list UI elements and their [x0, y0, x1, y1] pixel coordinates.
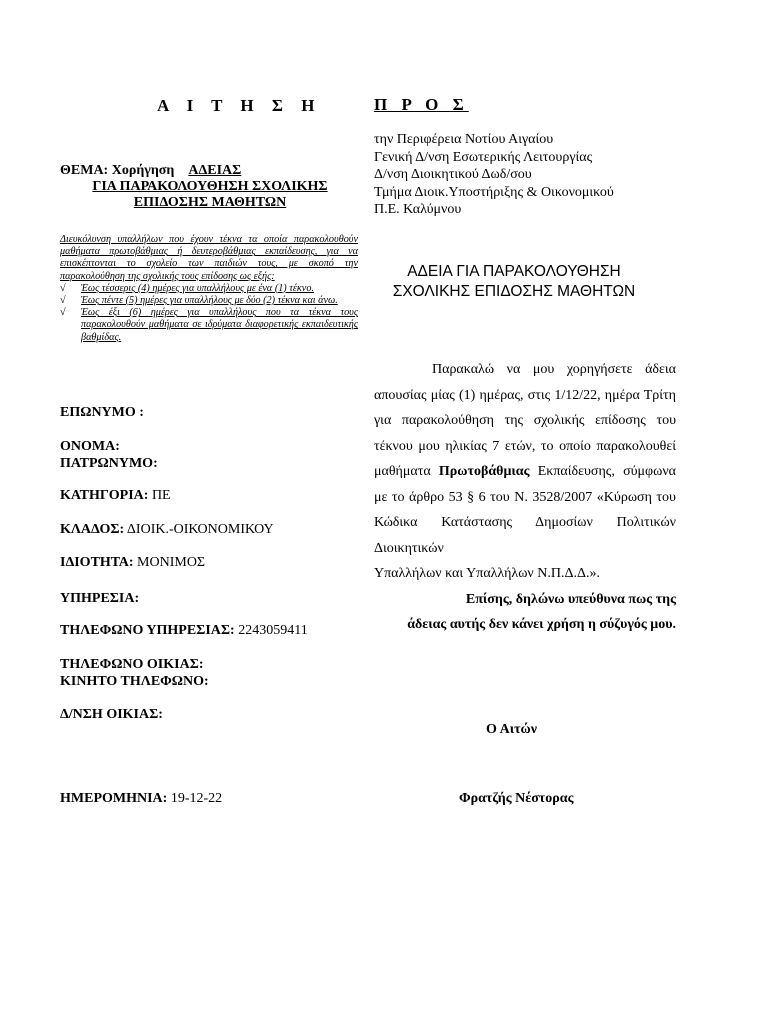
note-bullet	[60, 307, 358, 344]
check-icon: √	[60, 295, 66, 307]
recipient-line: Π.Ε. Καλύμνου	[374, 202, 462, 217]
subject-line-3: ΕΠΙΔΟΣΗΣ ΜΑΘΗΤΩΝ	[133, 195, 287, 210]
recipient-line: Τμήμα Διοικ.Υποστήριξης & Οικονομικού	[374, 184, 614, 200]
subject-label: ΘΕΜΑ: Χορήγηση	[60, 163, 175, 178]
note-paragraph: Διευκόλυνση υπαλλήλων που έχουν τέκνα τα οποία παρακολουθούν μαθήματα πρωτοβάθμιας ή δευτεροβάθμιας εκπαίδευσης, για να επισκέπτονται το σχολείο των παιδιών τους, με σκοπό την παρακολούθηση της σχολικής τους επίδοσης ως εξής:	[60, 234, 358, 282]
request-level: Πρωτοβάθμιας	[438, 464, 530, 479]
note-bullet	[60, 283, 358, 295]
signer-title: Ο Αιτών	[486, 722, 538, 737]
status-value: ΜΟΝΙΜΟΣ	[137, 555, 206, 570]
category-value: ΠΕ	[151, 488, 171, 503]
request-text-cont: Εκπαίδευσης, σύμφωνα με το άρθρο 53 § 6 του Ν. 3528/2007 «Κύρωση του Κώδικα Κατάστασης Δημοσίων Πολιτικών Διοικητικών	[374, 464, 677, 556]
mobile-field: ΚΙΝΗΤΟ ΤΗΛΕΦΩΝΟ:	[60, 674, 209, 689]
service-field: ΥΠΗΡΕΣΙΑ:	[60, 591, 140, 606]
category-field: ΚΑΤΗΓΟΡΙΑ: ΠΕ	[60, 488, 171, 503]
check-icon: √	[60, 307, 66, 319]
subject-keyword: ΑΔΕΙΑΣ	[188, 163, 242, 178]
address-field: Δ/ΝΣΗ ΟΙΚΙΑΣ:	[60, 707, 163, 722]
request-text-last: Υπαλλήλων και Υπαλλήλων Ν.Π.Δ.Δ.».	[374, 566, 600, 581]
subject-block	[60, 163, 360, 211]
declaration: Επίσης, δηλώνω υπεύθυνα πως της άδειας αυτής δεν κάνει χρήση η σύζυγός μου.	[407, 592, 676, 632]
recipient-line: Δ/νση Διοικητικού Δωδ/σου	[374, 167, 532, 182]
recipient-line: Γενική Δ/νση Εσωτερικής Λειτουργίας	[374, 149, 593, 165]
document-title: Α Ι Τ Η Σ Η	[157, 96, 322, 115]
signer-name: Φρατζής Νέστορας	[459, 791, 574, 806]
branch-field: ΚΛΑΔΟΣ: ΔΙΟΙΚ.-ΟΙΚΟΝΟΜΙΚΟΥ	[60, 522, 274, 537]
note-bullet-text: Έως έξι (6) ημέρες για υπαλλήλους που τα τέκνα τους παρακολουθούν μαθήματα σε ιδρύματα διαφορετικής εκπαιδευτικής βαθμίδας.	[81, 307, 358, 343]
home-phone-field: ΤΗΛΕΦΩΝΟ ΟΙΚΙΑΣ:	[60, 657, 204, 672]
fathers-name-field: ΠΑΤΡΩΝΥΜΟ:	[60, 456, 158, 471]
check-icon: √	[60, 282, 66, 294]
date-field: ΗΜΕΡΟΜΗΝΙΑ: 19-12-22	[60, 791, 223, 806]
note-bullet-text: Έως πέντε (5) ημέρες για υπαλλήλους με δύο (2) τέκνα και άνω.	[81, 295, 338, 307]
branch-value: ΔΙΟΙΚ.-ΟΙΚΟΝΟΜΙΚΟΥ	[126, 522, 274, 537]
name-field: ΟΝΟΜΑ:	[60, 439, 120, 454]
note-bullet-text: Έως τέσσερις (4) ημέρες για υπαλλήλους με ένα (1) τέκνο.	[81, 282, 314, 294]
recipient-heading: Π Ρ Ο Σ	[374, 95, 469, 114]
date-value: 19-12-22	[170, 791, 223, 806]
leave-rules-note	[60, 234, 358, 344]
surname-field: ΕΠΩΝΥΜΟ :	[60, 405, 144, 420]
service-phone-field: ΤΗΛΕΦΩΝΟ ΥΠΗΡΕΣΙΑΣ: 2243059411	[60, 623, 308, 638]
leave-type-heading: ΑΔΕΙΑ ΓΙΑ ΠΑΡΑΚΟΛΟΥΘΗΣΗ ΣΧΟΛΙΚΗΣ ΕΠΙΔΟΣΗΣ ΜΑΘΗΤΩΝ	[392, 263, 636, 300]
status-field: ΙΔΙΟΤΗΤΑ: ΜΟΝΙΜΟΣ	[60, 555, 206, 570]
note-bullet	[60, 295, 358, 307]
recipient-line: την Περιφέρεια Νοτίου Αιγαίου	[374, 132, 554, 147]
request-body	[374, 357, 676, 587]
service-phone-value: 2243059411	[238, 623, 308, 638]
request-text: Παρακαλώ να μου χορηγήσετε άδεια απουσίας μίας (1) ημέρας, στις 1/12/22, ημέρα Τρίτη για παρακολούθηση της σχολικής επίδοσης του τέκνου μου ηλικίας 7 ετών, το οποίο παρακολουθεί μαθήματα	[374, 362, 676, 479]
recipient-block	[374, 131, 614, 219]
subject-line-2: ΓΙΑ ΠΑΡΑΚΟΛΟΥΘΗΣΗ ΣΧΟΛΙΚΗΣ	[92, 179, 328, 194]
